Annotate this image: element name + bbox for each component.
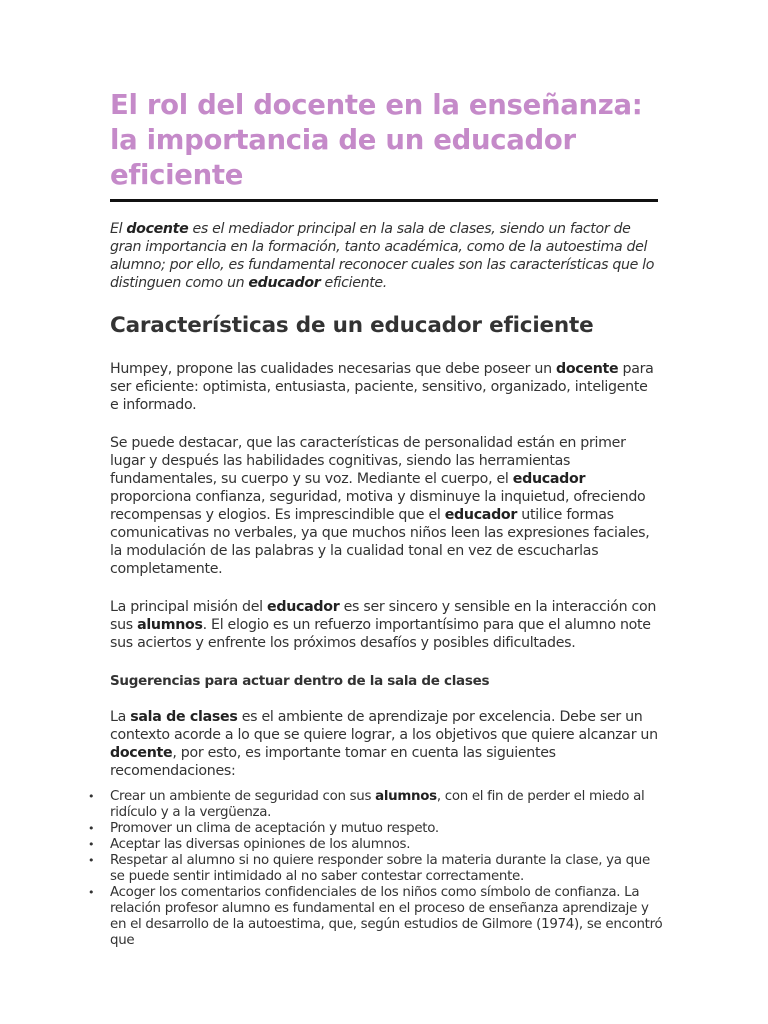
p2-bold-educador-1: educador: [512, 471, 586, 487]
item2-text: Promover un clima de aceptación y mutuo respeto.: [110, 821, 439, 836]
bullet-icon: •: [88, 854, 95, 867]
intro-paragraph: [110, 220, 660, 292]
subheading-sugerencias: Sugerencias para actuar dentro de la sala de clases: [110, 673, 490, 689]
article-title: El rol del docente en la enseñanza: la importancia de un educador eficiente: [110, 89, 643, 191]
p2-text-2: proporciona confianza, seguridad, motiva y disminuye la inquietud, ofreciendo recompensas y elogios. Es imprescindible que el: [110, 489, 646, 523]
article: [110, 88, 660, 780]
intro-text-1: El: [110, 221, 127, 237]
intro-bold-educador: educador: [248, 275, 321, 291]
p4-bold-docente: docente: [110, 745, 173, 761]
p4-bold-sala-de-clases: sala de clases: [130, 709, 238, 725]
p3-bold-educador: educador: [267, 599, 340, 615]
p1-bold-docente: docente: [556, 361, 619, 377]
list-item: [88, 885, 668, 949]
list-item: [88, 837, 668, 853]
intro-text-2: es el mediador principal en la sala de clases, siendo un factor de gran importancia en la formación, tanto académica, como de la autoestima del alumno; por ello, es fundamental reconocer cuales son las características que lo distinguen como un: [110, 221, 655, 291]
p3-text-1: La principal misión del: [110, 599, 268, 615]
p4-text-3: , por esto, es importante tomar en cuenta las siguientes recomendaciones:: [110, 745, 556, 779]
intro-bold-docente: docente: [126, 221, 189, 237]
p1-text-1: Humpey, propone las cualidades necesarias que debe poseer un: [110, 361, 556, 377]
list-item: [88, 821, 668, 837]
item1-text-2: , con el fin de perder el miedo al ridículo y a la vergüenza.: [110, 789, 645, 820]
p2-text-1: Se puede destacar, que las características de personalidad están en primer lugar y después las habilidades cognitivas, siendo las herramientas fundamentales, su cuerpo y su voz. Mediante el cuerpo, el: [110, 435, 626, 487]
item5-text: Acoger los comentarios confidenciales de los niños como símbolo de confianza. La relación profesor alumno es fundamental en el proceso de enseñanza aprendizaje y en el desarrollo de la autoestima, que, según estudios de Gilmore (1974), se encontró que: [110, 885, 663, 948]
p3-bold-alumnos: alumnos: [137, 617, 203, 633]
paragraph-humpey: [110, 360, 660, 414]
list-item: [88, 853, 668, 885]
section-heading: Características de un educador eficiente: [110, 313, 594, 338]
item3-text: Aceptar las diversas opiniones de los alumnos.: [110, 837, 411, 852]
p1-text-2: para ser eficiente: optimista, entusiasta, paciente, sensitivo, organizado, inteligente e informado.: [110, 361, 654, 413]
item1-bold-alumnos: alumnos: [375, 789, 437, 804]
bullet-icon: •: [88, 886, 95, 899]
p2-text-3: utilice formas comunicativas no verbales, ya que muchos niños leen las expresiones faciales, la modulación de las palabras y la cualidad tonal en vez de escucharlas completamente.: [110, 507, 650, 577]
bullet-icon: •: [88, 838, 95, 851]
p3-text-2: es ser sincero y sensible en la interacción con sus: [110, 599, 657, 633]
bullet-icon: •: [88, 822, 95, 835]
p4-text-2: es el ambiente de aprendizaje por excelencia. Debe ser un contexto acorde a lo que se quiere lograr, a los objetivos que quiere alcanzar un: [110, 709, 658, 743]
recommendations-list: [88, 789, 668, 949]
paragraph-mision: [110, 598, 660, 652]
title-divider: [110, 199, 658, 202]
paragraph-sala-de-clases: [110, 708, 660, 780]
bullet-icon: •: [88, 790, 95, 803]
list-item: [88, 789, 668, 821]
intro-text-3: eficiente.: [320, 275, 387, 291]
item4-text: Respetar al alumno si no quiere responder sobre la materia durante la clase, ya que se puede sentir intimidado al no saber contestar correctamente.: [110, 853, 650, 884]
item1-text-1: Crear un ambiente de seguridad con sus: [110, 789, 376, 804]
p3-text-3: . El elogio es un refuerzo importantísimo para que el alumno note sus aciertos y enfrente los próximos desafíos y posibles dificultades.: [110, 617, 651, 651]
p2-bold-educador-2: educador: [444, 507, 518, 523]
paragraph-personalidad: [110, 434, 660, 578]
p4-text-1: La: [110, 709, 131, 725]
